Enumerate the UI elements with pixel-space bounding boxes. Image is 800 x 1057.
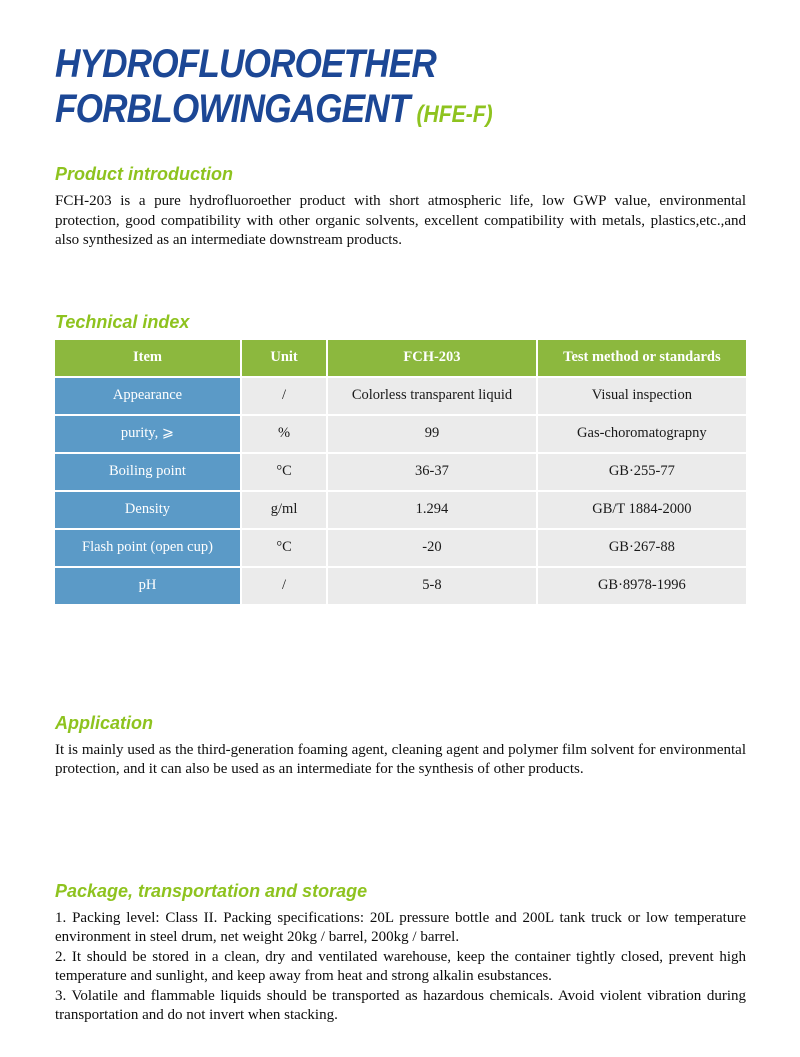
value-cell: 36-37 [328, 454, 536, 490]
section-package [55, 880, 746, 1026]
item-cell: Density [55, 492, 240, 528]
unit-cell: °C [242, 530, 326, 566]
value-cell: 1.294 [328, 492, 536, 528]
value-cell: Colorless transparent liquid [328, 378, 536, 414]
product-introduction-body: FCH-203 is a pure hydrofluoroether product with short atmospheric life, low GWP value, environmental protection, good compatibility with other organic solvents, excellent compatibility with metals, plastics,etc.,and also synthesized as an intermediate downstream products. [55, 193, 746, 248]
unit-cell: / [242, 568, 326, 604]
method-cell: GB/T 1884-2000 [538, 492, 746, 528]
package-item-2: 2. It should be stored in a clean, dry and ventilated warehouse, keep the container tightly closed, prevent high temperature and sunlight, and keep away from heat and strong alkalin esubstances. [55, 948, 746, 984]
technical-index-table [55, 340, 746, 604]
method-cell: GB·267-88 [538, 530, 746, 566]
unit-cell: g/ml [242, 492, 326, 528]
section-technical-index [55, 311, 746, 604]
title-line2: FORBLOWINGAGENT [55, 87, 410, 131]
application-heading: Application [55, 712, 153, 733]
section-application [55, 712, 746, 780]
item-cell: Flash point (open cup) [55, 530, 240, 566]
package-item-3: 3. Volatile and flammable liquids should be transported as hazardous chemicals. Avoid violent vibration during transportation and do not invert when stacking. [55, 987, 746, 1023]
value-cell: 99 [328, 416, 536, 452]
header-cell-test-method: Test method or standards [538, 340, 746, 376]
unit-cell: °C [242, 454, 326, 490]
item-cell: pH [55, 568, 240, 604]
package-item-1: 1. Packing level: Class II. Packing specifications: 20L pressure bottle and 200L tank truck or low temperature environment in steel drum, net weight 20kg / barrel, 200kg / barrel. [55, 909, 746, 945]
unit-cell: % [242, 416, 326, 452]
value-cell: -20 [328, 530, 536, 566]
method-cell: Visual inspection [538, 378, 746, 414]
value-cell: 5-8 [328, 568, 536, 604]
item-cell: Boiling point [55, 454, 240, 490]
title-line1: HYDROFLUOROETHER [55, 42, 436, 86]
item-cell: Appearance [55, 378, 240, 414]
header-cell-fch203: FCH-203 [328, 340, 536, 376]
page-title [55, 42, 663, 137]
package-heading: Package, transportation and storage [55, 880, 368, 901]
product-introduction-heading: Product introduction [55, 164, 233, 184]
item-cell: purity, ⩾ [55, 416, 240, 452]
header-cell-unit: Unit [242, 340, 326, 376]
title-suffix: (HFE-F) [416, 101, 493, 128]
section-product-introduction [55, 163, 746, 251]
unit-cell: / [242, 378, 326, 414]
method-cell: GB·8978-1996 [538, 568, 746, 604]
technical-index-heading: Technical index [55, 311, 190, 332]
application-body: It is mainly used as the third-generation foaming agent, cleaning agent and polymer film solvent for environmental protection, and it can also be used as an intermediate for the synthesis of other products. [55, 741, 746, 777]
method-cell: Gas-choromatograpny [538, 416, 746, 452]
header-cell-item: Item [55, 340, 240, 376]
method-cell: GB·255-77 [538, 454, 746, 490]
